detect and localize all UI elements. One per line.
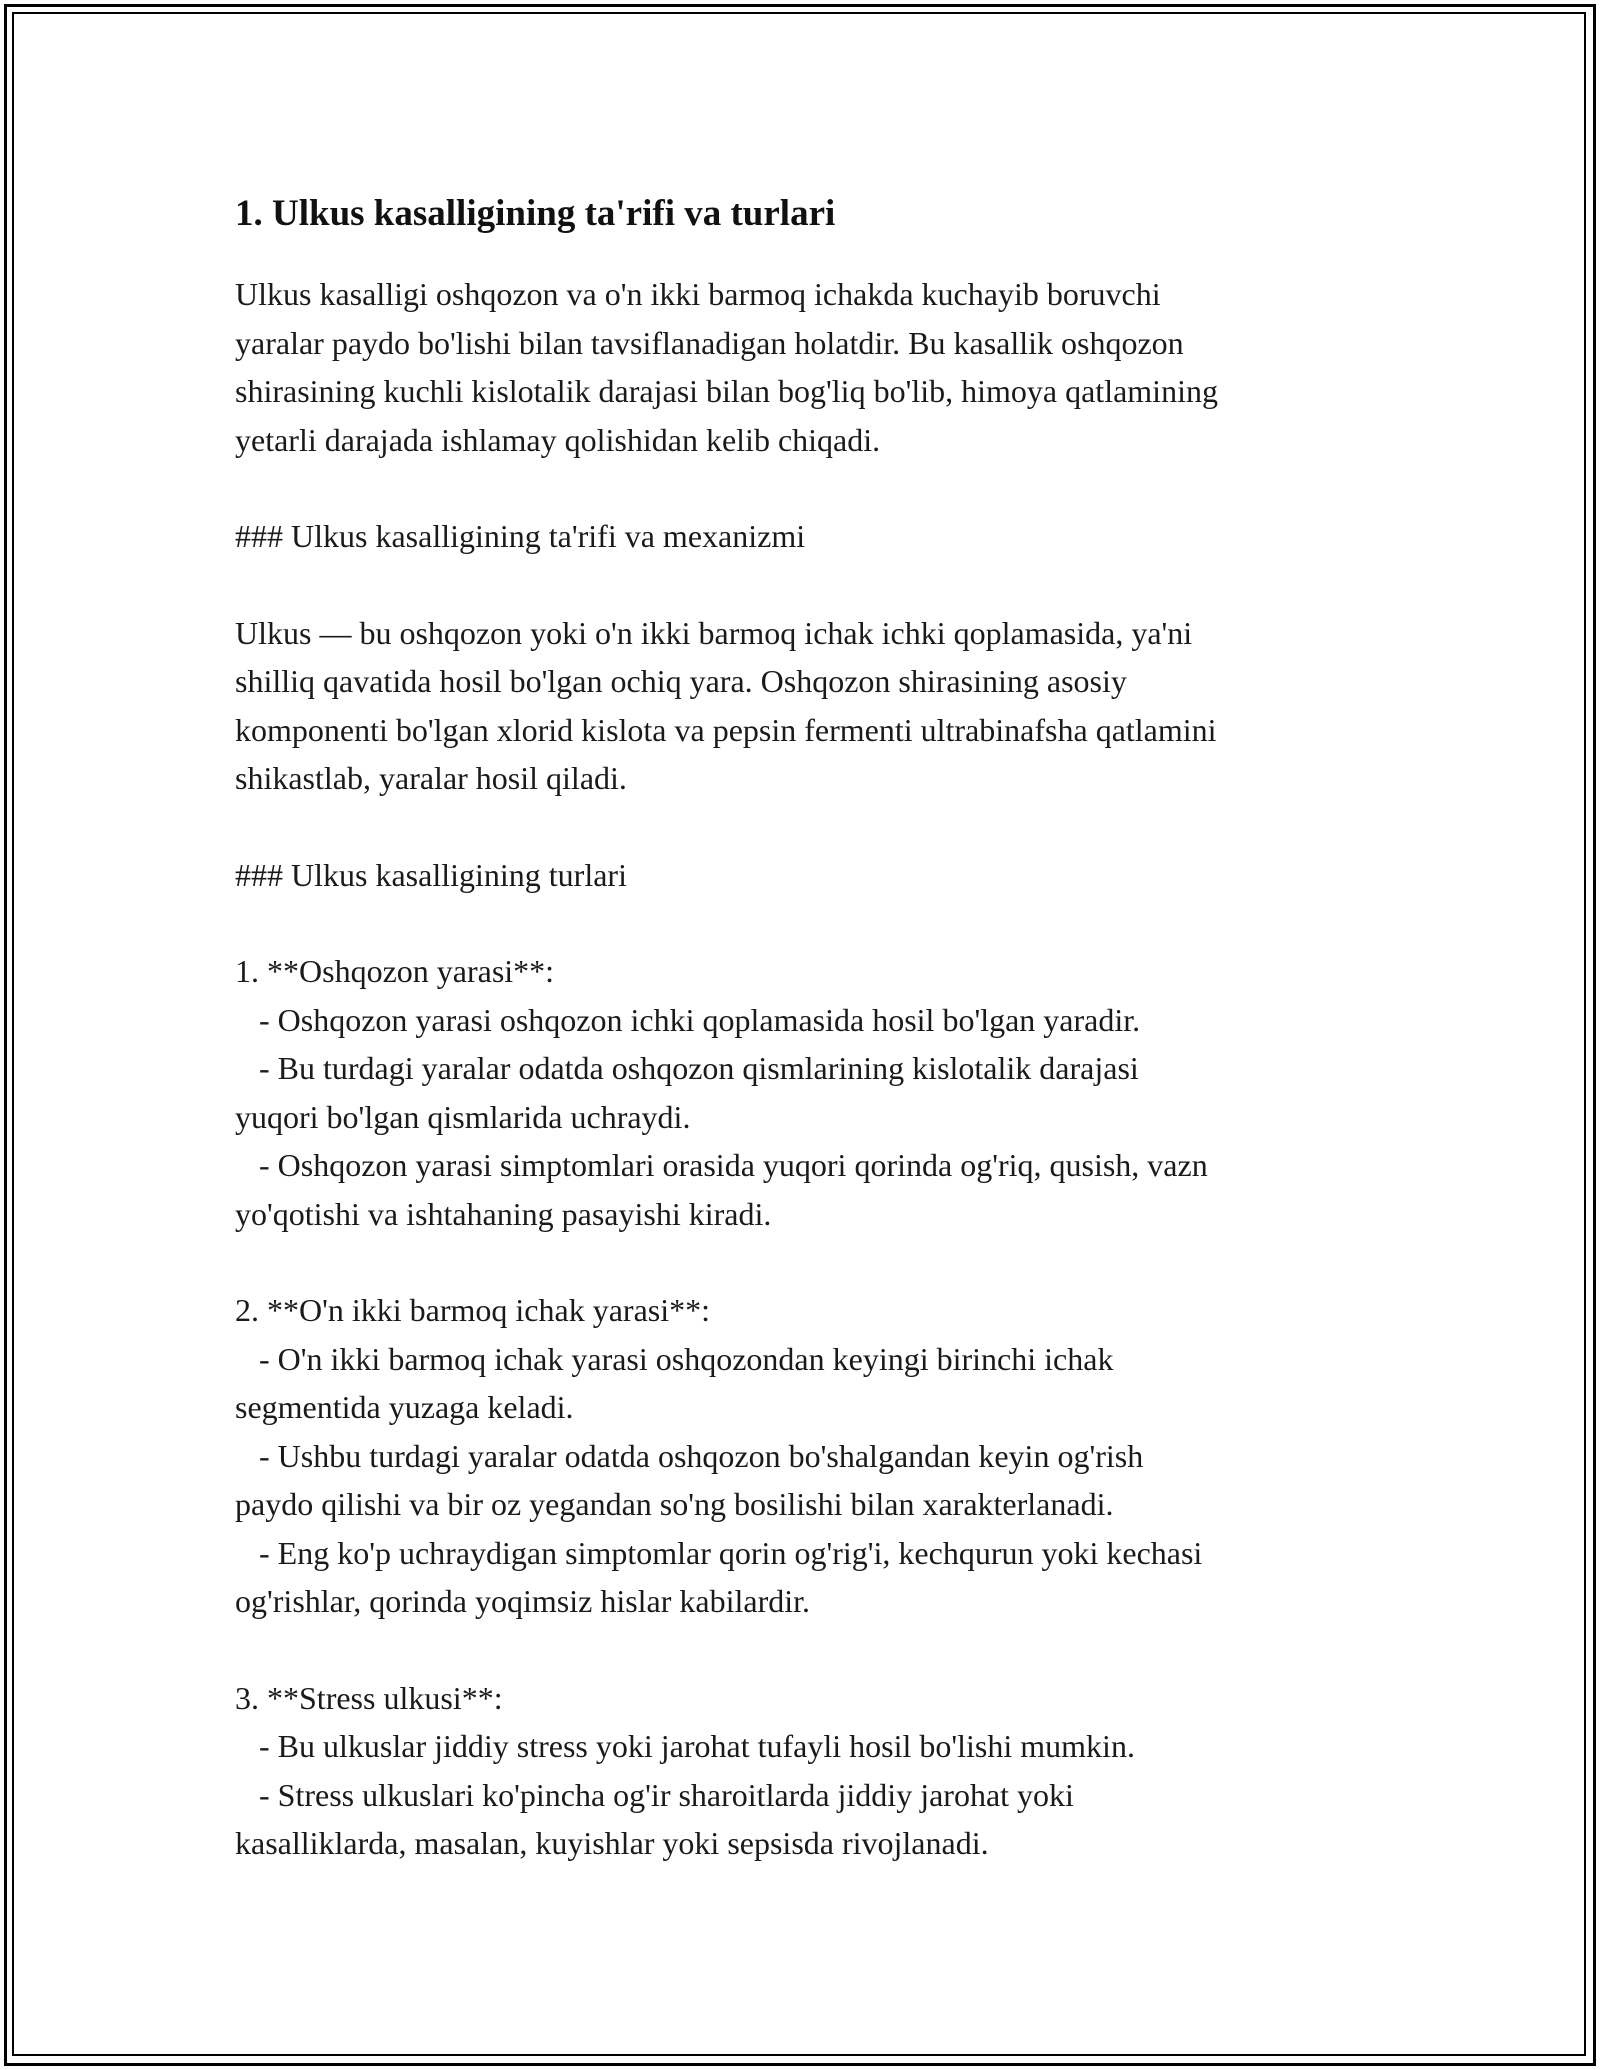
intro-paragraph: Ulkus kasalligi oshqozon va o'n ikki barmoq ichakda kuchayib boruvchi yaralar paydo bo'lishi bilan tavsiflanadigan holatdir. Bu kasallik oshqozon shirasining kuchli kislotalik darajasi bilan bog'liq bo'lib, himoya qatlamining yetarli darajada ishlamay qolishidan kelib chiqadi. bbox=[235, 276, 1218, 458]
document-title: 1. Ulkus kasalligining ta'rifi va turlari bbox=[235, 193, 836, 234]
list-item-stress-ulcer: 3. **Stress ulkusi**: - Bu ulkuslar jiddiy stress yoki jarohat tufayli hosil bo'lishi mumkin. - Stress ulkuslari ko'pincha og'ir sharoitlarda jiddiy jarohat yoki kasalliklarda, masalan, kuyishlar yoki sepsisda rivojlanadi. bbox=[235, 1679, 1135, 1861]
definition-paragraph: Ulkus — bu oshqozon yoki o'n ikki barmoq ichak ichki qoplamasida, ya'ni shilliq qavatida hosil bo'lgan ochiq yara. Oshqozon shirasining asosiy komponenti bo'lgan xlorid kislota va pepsin fermenti ultrabinafsha qatlamini shikastlab, yaralar hosil qiladi. bbox=[235, 614, 1217, 796]
document-page bbox=[235, 188, 1375, 1868]
section-heading-definition: ### Ulkus kasalligining ta'rifi va mexanizmi bbox=[235, 518, 806, 554]
list-item-gastric-ulcer: 1. **Oshqozon yarasi**: - Oshqozon yarasi oshqozon ichki qoplamasida hosil bo'lgan yaradir. - Bu turdagi yaralar odatda oshqozon qismlarining kislotalik darajasi yuqori bo'lgan qismlarida uchraydi. - Oshqozon yarasi simptomlari orasida yuqori qorinda og'riq, qusish, vazn yo'qotishi va ishtahaning pasayishi kiradi. bbox=[235, 953, 1208, 1232]
section-heading-types: ### Ulkus kasalligining turlari bbox=[235, 856, 627, 893]
list-item-duodenal-ulcer: 2. **O'n ikki barmoq ichak yarasi**: - O'n ikki barmoq ichak yarasi oshqozondan keyingi birinchi ichak segmentida yuzaga keladi. - Ushbu turdagi yaralar odatda oshqozon bo'shalgandan keyin og'rish paydo qilishi va bir oz yegandan so'ng bosilishi bilan xarakterlanadi. - Eng ko'p uchraydigan simptomlar qorin og'rig'i, kechqurun yoki kechasi og'rishlar, qorinda yoqimsiz hislar kabilardir. bbox=[235, 1292, 1203, 1619]
